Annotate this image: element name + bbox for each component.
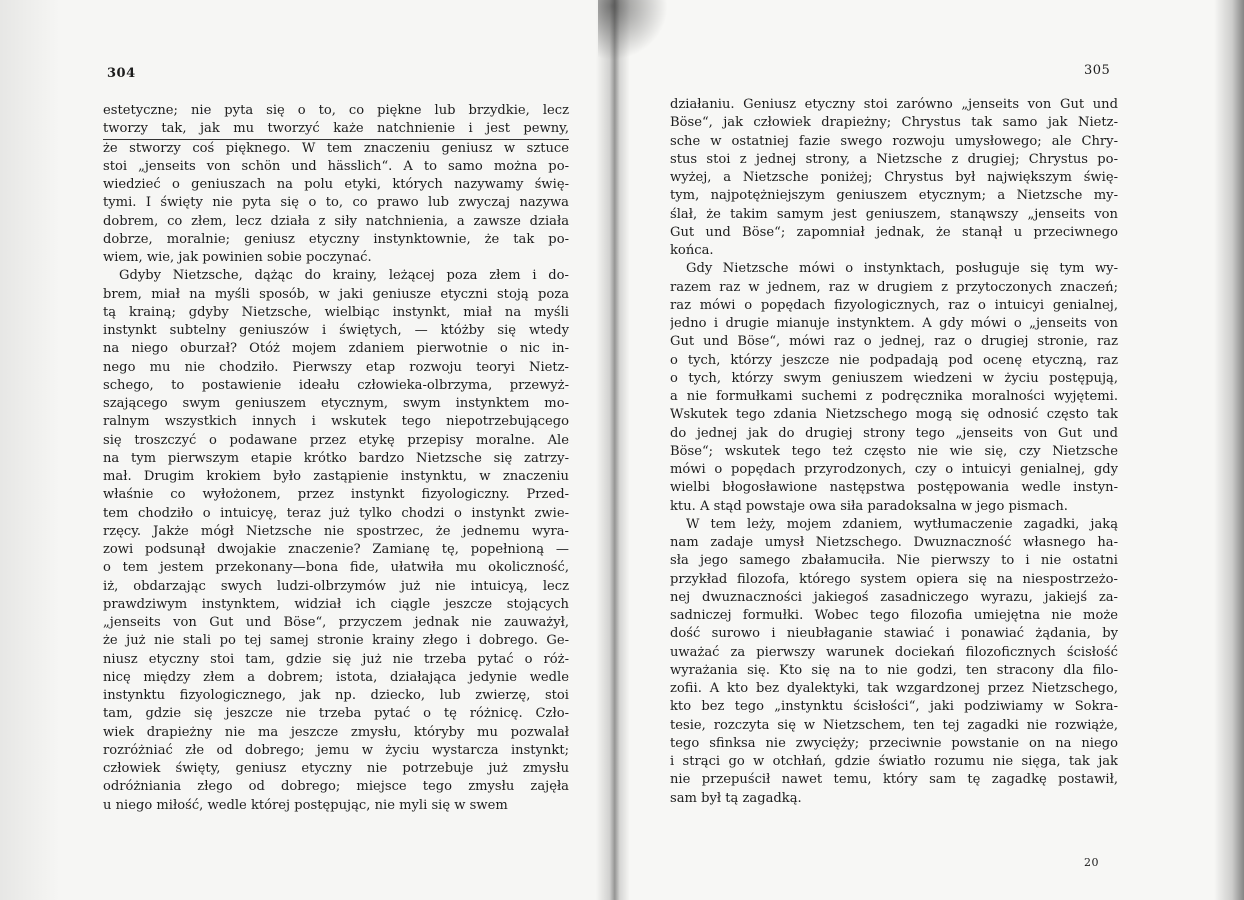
text-line: o tych, którzy jeszcze nie podpadają pod ocenę etyczną, raz (670, 352, 1118, 368)
text-line: wyrażania się. Kto się na to nie godzi, ten stracony dla filo- (670, 662, 1118, 678)
text-line: tworzy tak, jak mu tworzyć każe natchnienie i jest pewny, (103, 120, 569, 139)
text-line: zofii. A kto bez dyalektyki, tak wzgardzonej przez Nietzschego, (670, 681, 1118, 696)
signature-mark: 20 (1084, 856, 1099, 869)
text-line: iż, obdarzając swych ludzi-olbrzymów już nie intuicyą, lecz (103, 578, 569, 594)
text-line: o tych, którzy swym geniuszem wiedzeni w życiu postępują, (670, 370, 1118, 386)
text-line: człowiek święty, geniusz etyczny nie potrzebuje już zmysłu (103, 761, 569, 776)
text-line: instynktu fizyologicznego, jak np. dziecko, lub zwierzę, stoi (103, 688, 569, 703)
text-line: W tem leży, mojem zdaniem, wytłumaczenie zagadki, jaką (686, 516, 1118, 532)
text-line: na niego oburzał? Otóż mojem zdaniem pierwotnie o nic in- (103, 341, 569, 357)
text-line: tą krainą; gdyby Nietzsche, wielbiąc instynkt, miał na myśli (103, 304, 569, 320)
text-line: mówi o popędach przyrodzonych, czy o intuicyi genialnej, gdy (670, 462, 1118, 477)
text-line: działaniu. Geniusz etyczny stoi zarówno „jenseits von Gut und (670, 97, 1118, 112)
text-line: stus stoi z jednej strony, a Nietzsche z drugiej; Chrystus po- (670, 151, 1118, 167)
text-line: że już nie stali po tej samej stronie krainy złego i dobrego. Ge- (103, 633, 569, 649)
left-page-number: 304 (107, 66, 136, 81)
text-line: Gdy Nietzsche mówi o instynktach, posługuje się tym wy- (686, 261, 1118, 277)
text-line: sadniczej formułki. Wobec tego filozofia umiejętna nie może (670, 608, 1118, 623)
text-line: dobrem, co złem, lecz działa z siły natchnienia, a zawsze działa (103, 213, 569, 229)
left-edge-shadow (0, 0, 60, 900)
text-line: Wskutek tego zdania Nietzschego mogą się odnosić często tak (670, 407, 1118, 423)
text-line: nam zadaje umysł Nietzschego. Dwuznaczność własnego ha- (670, 535, 1118, 550)
text-line: stoi „jenseits von schön und hässlich“. A to samo można po- (103, 158, 569, 174)
text-line: uważać za pierwszy warunek dociekań filozoficznych ścisłość (670, 644, 1118, 660)
text-line: „jenseits von Gut und Böse“, przyczem jednak nie zauważył, (103, 615, 569, 630)
text-line: a nie formułkami suchemi z podręcznika moralności wyjętemi. (670, 389, 1118, 404)
text-line: ślał, że takim samym jest geniuszem, stanąwszy „jenseits von (670, 206, 1118, 222)
text-line: wiem, wie, jak powinien sobie poczynać. (103, 250, 372, 265)
text-line: raz mówi o popędach fizyologicznych, raz o intuicyi genialnej, (670, 297, 1118, 313)
text-line: schego, to postawienie ideału człowieka-olbrzyma, przewyż- (103, 377, 569, 393)
text-line: prawdziwym instynktem, widział ich ciągle jeszcze stojących (103, 596, 569, 612)
text-line: Böse“; wskutek tego też często nie wie się, czy Nietzsche (670, 443, 1118, 459)
text-line: tym, najpotężniejszym geniuszem etycznym; a Nietzsche my- (670, 188, 1118, 204)
text-line: jedno i drugie mianuje instynktem. A gdy mówi o „jenseits von (670, 316, 1118, 331)
text-line: do jednej jak do drugiej strony tego „jenseits von Gut und (670, 425, 1118, 441)
right-page-number: 305 (1084, 63, 1111, 78)
text-line: i strąci go w otchłań, gdzie światło rozumu nie sięga, tak jak (670, 754, 1118, 769)
text-line: ralnym wszystkich innych i wskutek tego niepotrzebującego (103, 414, 569, 430)
text-line: tesie, rozczyta się w Nietzschem, ten tej zagadki nie rozwiąże, (670, 717, 1118, 733)
text-line: nie przepuścił nawet temu, który sam tę zagadkę postawił, (670, 772, 1118, 788)
text-line: zowi podsunął dwojakie znaczenie? Zamianę tę, popełnioną — (103, 542, 569, 557)
text-line: razem raz w jednem, raz w drugiem z przytoczonych znaczeń; (670, 279, 1118, 295)
text-line: wyżej, a Nietzsche poniżej; Chrystus był największym świę- (670, 170, 1118, 185)
text-line: wiedzieć o geniuszach na polu etyki, których nazywamy świę- (103, 177, 569, 192)
right-edge-shadow (1214, 0, 1244, 900)
text-line: się troszczyć o podawane przez etykę przepisy moralne. Ale (103, 432, 569, 448)
text-line: sam był tą zagadką. (670, 790, 802, 806)
text-line: Gut und Böse“, mówi raz o jednej, raz o drugiej stronie, raz (670, 334, 1118, 350)
text-line: tymi. I święty nie pyta się o to, co prawo lub zwyczaj nazywa (103, 195, 569, 211)
text-line: rzęcy. Jakże mógł Nietzsche nie spostrzec, że jednemu wyra- (103, 523, 569, 539)
text-line: estetyczne; nie pyta się o to, co piękne lub brzydkie, lecz (103, 103, 569, 118)
text-line: odróżniania złego od dobrego; miejsce tego zmysłu zajęła (103, 779, 569, 795)
text-line: końca. (670, 243, 714, 258)
book-gutter (596, 0, 630, 900)
text-line: że stworzy coś pięknego. W tem znaczeniu geniusz w sztuce (103, 140, 569, 156)
text-line: właśnie co wyłożonem, przez instynkt fizyologiczny. Przed- (103, 487, 569, 503)
text-line: tego sfinksa nie zwycięży; przeciwnie powstanie on na niego (670, 735, 1118, 751)
text-line: Gut und Böse“; zapomniał jednak, że stanął u przeciwnego (670, 224, 1118, 240)
text-line: dość surowo i nieubłaganie stawiać i ponawiać żądania, by (670, 626, 1118, 642)
text-line: Böse“, jak człowiek drapieżny; Chrystus tak samo jak Nietz- (670, 115, 1118, 131)
text-line: wielbi błogosławione następstwa postępowania wedle instyn- (670, 480, 1118, 496)
right-page-text (670, 96, 1118, 808)
text-line: mał. Drugim krokiem było zastąpienie instynktu, w znaczeniu (103, 469, 569, 484)
text-line: brem, miał na myśli sposób, w jaki geniusze etyczni stoją poza (103, 286, 569, 302)
text-line: kto bez tego „instynktu ścisłości“, jaki podziwiamy w Sokra- (670, 699, 1118, 715)
text-line: Gdyby Nietzsche, dążąc do krainy, leżącej poza złem i do- (119, 268, 569, 284)
text-line: rozróżniać złe od dobrego; jemu w życiu wystarcza instynkt; (103, 742, 569, 758)
text-line: sła jego samego zbałamuciła. Nie pierwszy to i nie ostatni (670, 553, 1118, 569)
text-line: ktu. A stąd powstaje owa siła paradoksalna w jego pismach. (670, 498, 1068, 514)
text-line: nicę między złem a dobrem; istota, działająca jedynie wedle (103, 669, 569, 685)
text-line: na tym pierwszym etapie krótko bardzo Nietzsche się zatrzy- (103, 450, 569, 466)
text-line: tam, gdzie się jeszcze nie trzeba pytać o tę różnicę. Czło- (103, 706, 569, 722)
text-line: tem chodziło o intuicyę, teraz już tylko chodzi o instynkt zwie- (103, 505, 569, 521)
gutter-shadow (598, 0, 668, 60)
text-line: instynkt subtelny geniuszów i świętych, — któżby się wtedy (103, 323, 569, 338)
text-line: szającego swym geniuszem etycznym, swym instynktem mo- (103, 396, 569, 411)
text-line: nego mu nie chodziło. Pierwszy etap rozwoju teoryi Nietz- (103, 359, 569, 375)
text-line: u niego miłość, wedle której postępując, nie myli się w swem (103, 797, 508, 813)
text-line: przykład filozofa, którego system opiera się na niespostrzeżo- (670, 571, 1118, 587)
left-page-text (103, 102, 569, 815)
text-line: dobrze, moralnie; geniusz etyczny instynktownie, że tak po- (103, 231, 569, 247)
text-line: nej dwuznaczności jakiegoś zasadniczego wyrazu, jakiejś za- (670, 589, 1118, 605)
text-line: o tem jestem przekonany—bona fide, ułatwiła mu okoliczność, (103, 560, 569, 576)
text-line: niusz etyczny stoi tam, gdzie się już nie trzeba pytać o róż- (103, 651, 569, 667)
text-line: sche w ostatniej fazie swego rozwoju umysłowego; ale Chry- (670, 133, 1118, 149)
text-line: wiek drapieżny nie ma jeszcze zmysłu, któryby mu pozwalał (103, 724, 569, 740)
